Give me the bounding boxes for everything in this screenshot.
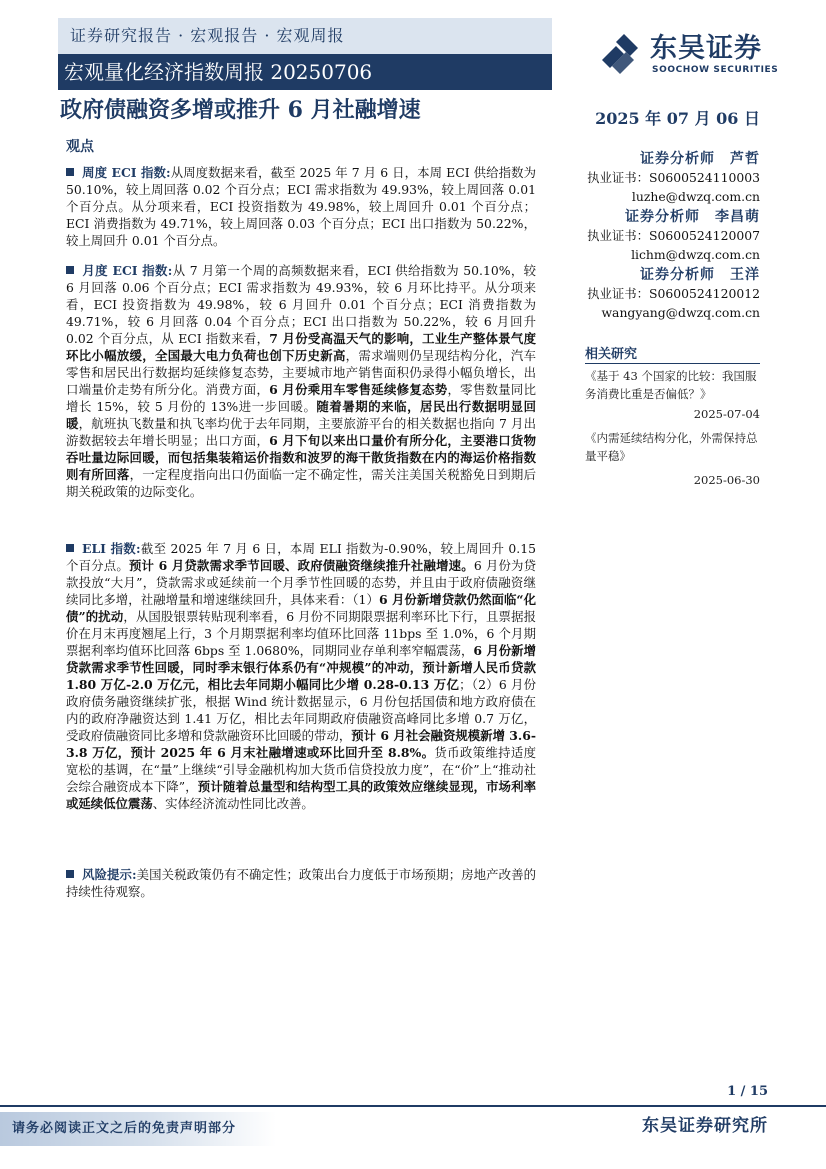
analyst-name: 证券分析师 芦哲: [640, 151, 760, 167]
eli-emphasis: 预计 6 月社会融资规模新增 3.6-3.8 万亿，预计 2025 年 6 月末社融增速或环比回升至 8.8%。: [66, 728, 536, 760]
related-research-heading: 相关研究: [585, 347, 638, 362]
risk-text: 美国关税政策仍有不确定性；政策出台力度低于市场预期；房地产改善的持续性待观察。: [66, 867, 536, 899]
analyst-name: 证券分析师 李昌萌: [625, 209, 760, 225]
related-divider: [585, 363, 760, 364]
monthly-eci-text: ，需求端则仍呈现结构分化，汽车零售和居民出行数据均延续修复态势，主要城市地产销售面积仍录得小幅负增长，出口端量价走势有所分化。消费方面，: [66, 348, 537, 397]
related-report-date: 2025-07-04: [693, 407, 760, 421]
report-series-title: 宏观量化经济指数周报 20250706: [58, 54, 552, 90]
footer-divider: [0, 1105, 826, 1107]
square-bullet-icon: [66, 870, 74, 878]
analyst-license: 执业证书：S0600524120007: [587, 228, 760, 243]
page-number: 1 / 15: [727, 1084, 768, 1099]
weekly-eci-lead: 周度 ECI 指数:: [82, 165, 171, 180]
logo-name-cn: 东吴证券: [650, 33, 762, 64]
weekly-eci-text: 从周度数据来看，截至 2025 年 7 月 6 日，本周 ECI 供给指数为 50.10%，较上周回落 0.02 个百分点；ECI 需求指数为 49.93%，较上周回落 0.01 个百分点。从分项来看，ECI 投资指数为 49.98%，较上周回升 0.01 个百分点；ECI 消费指数为 49.71%，较上周回落 0.03 个百分点；ECI 出口指数为 50.22%，较上周回升 0.01 个百分点。: [66, 165, 536, 248]
eli-emphasis: 预计 6 月贷款需求季节回暖、政府债融资继续推升社融增速。: [128, 558, 474, 573]
monthly-eci-text: 从 7 月第一个周的高频数据来看，ECI 供给指数为 50.10%，较 6 月回落 0.06 个百分点；ECI 需求指数为 49.93%，较 6 月环比持平。从分项来看，ECI 投资指数为 49.98%，较 6 月回升 0.01 个百分点；ECI 消费指数为 49.71%，较 6 月回落 0.04 个百分点；ECI 出口指数为 50.22%，较 6 月回升 0.02 个百分点，从 ECI 指数来看，: [66, 263, 536, 346]
analyst-email[interactable]: wangyang@dwzq.com.cn: [601, 305, 760, 320]
analyst-name: 证券分析师 王洋: [640, 267, 760, 283]
risk-lead: 风险提示:: [82, 867, 137, 882]
monthly-eci-emphasis: 6 月下旬以来出口量价有所分化，主要港口货物吞吐量边际回暖，而包括集装箱运价指数和波罗的海干散货指数在内的海运价格指数则有所回落: [66, 433, 536, 482]
monthly-eci-lead: 月度 ECI 指数:: [82, 263, 173, 278]
eli-paragraph: [66, 540, 536, 812]
monthly-eci-emphasis: 随着暑期的来临，居民出行数据明显回暖: [66, 399, 537, 431]
analyst-license: 执业证书：S0600524110003: [587, 170, 760, 185]
monthly-eci-emphasis: 6 月份乘用车零售延续修复态势: [269, 382, 448, 397]
report-category-bar: 证券研究报告 · 宏观报告 · 宏观周报: [58, 18, 552, 54]
square-bullet-icon: [66, 266, 74, 274]
eli-text: 截至 2025 年 7 月 6 日，本周 ELI 指数为-0.90%，较上周回升 0.15 个百分点。: [66, 541, 536, 573]
eli-text: 6 月份为贷款投放“大月”，贷款需求或延续前一个月季节性回暖的态势，并且由于政府债融资继续同比多增，社融增量和增速继续回升，具体来看：（1）: [66, 558, 537, 607]
risk-paragraph: [66, 866, 536, 900]
analyst-card: [587, 264, 760, 322]
report-headline: 政府债融资多增或推升 6 月社融增速: [60, 97, 421, 123]
analyst-card: [587, 148, 760, 206]
soochow-logo: [596, 28, 779, 82]
monthly-eci-emphasis: 7 月份受高温天气的影响，工业生产整体景气度环比小幅放缓，全国最大电力负荷也创下历史新高: [66, 331, 537, 363]
related-report-title[interactable]: 《内需延续结构分化，外需保持总量平稳》: [585, 431, 758, 463]
related-report-date: 2025-06-30: [693, 473, 760, 487]
monthly-eci-text: ，航班执飞数量和执飞率均优于去年同期，主要旅游平台的相关数据也指向 7 月出游数据较去年增长明显；出口方面，: [66, 416, 537, 448]
footer-institute: 东吴证券研究所: [642, 1116, 768, 1136]
report-date: 2025 年 07 月 06 日: [595, 109, 760, 128]
monthly-eci-paragraph: [66, 262, 536, 500]
eli-text: 货币政策维持适度宽松的基调，在“量”上继续“引导金融机构加大货币信贷投放力度”，在“价”上“推动社会综合融资成本下降”，: [66, 745, 536, 794]
square-bullet-icon: [66, 544, 74, 552]
viewpoint-heading: 观点: [66, 139, 94, 155]
eli-text: ，从国股银票转贴现利率看，6 月份不同期限票据利率环比下行，且票据报价在月末再度翘尾上行，3 个月期票据利率均值环比回落 11bps 至 1.0%，6 个月期票据利率均值环比回落 6bps 至 1.0680%，同期同业存单利率窄幅震荡，: [66, 609, 536, 658]
eli-emphasis: 预计随着总量型和结构型工具的政策效应继续显现，市场利率或延续低位震荡: [66, 779, 536, 811]
analyst-email[interactable]: luzhe@dwzq.com.cn: [631, 189, 760, 204]
monthly-eci-text: ，一定程度指向出口仍面临一定不确定性，需关注美国关税豁免日到期后期关税政策的边际变化。: [66, 467, 537, 499]
analyst-email[interactable]: lichm@dwzq.com.cn: [631, 247, 760, 262]
eli-text: 、实体经济流动性同比改善。: [152, 796, 314, 811]
soochow-logo-icon: [596, 30, 644, 78]
analyst-card: [587, 206, 760, 264]
eli-emphasis: 6 月份新增贷款需求季节性回暖，同时季末银行体系仍有“冲规模”的冲动，预计新增人民币贷款 1.80 万亿-2.0 万亿元，相比去年同期小幅同比少增 0.28-0.13 万亿: [66, 643, 536, 692]
disclaimer-banner: 请务必阅读正文之后的免责声明部分: [0, 1112, 276, 1146]
eli-text: ；（2）6 月份政府债务融资继续扩张，根据 Wind 统计数据显示，6 月份包括国债和地方政府债在内的政府净融资达到 1.41 万亿，相比去年同期政府债融资高峰同比多增 0.7 万亿，受政府债融资同比多增和贷款融资环比回暖的带动，: [66, 677, 536, 743]
eli-lead: ELI 指数:: [82, 541, 141, 556]
monthly-eci-text: ，零售数量同比增长 15%，较 5 月份的 13%进一步回暖。: [66, 382, 537, 414]
square-bullet-icon: [66, 168, 74, 176]
analyst-license: 执业证书：S0600524120012: [587, 286, 760, 301]
weekly-eci-paragraph: [66, 164, 536, 249]
logo-name-en: SOOCHOW SECURITIES: [652, 65, 779, 75]
related-report-title[interactable]: 《基于 43 个国家的比较：我国服务消费比重是否偏低？》: [585, 369, 757, 401]
eli-emphasis: 6 月份新增贷款仍然面临“化债”的扰动: [66, 592, 537, 624]
